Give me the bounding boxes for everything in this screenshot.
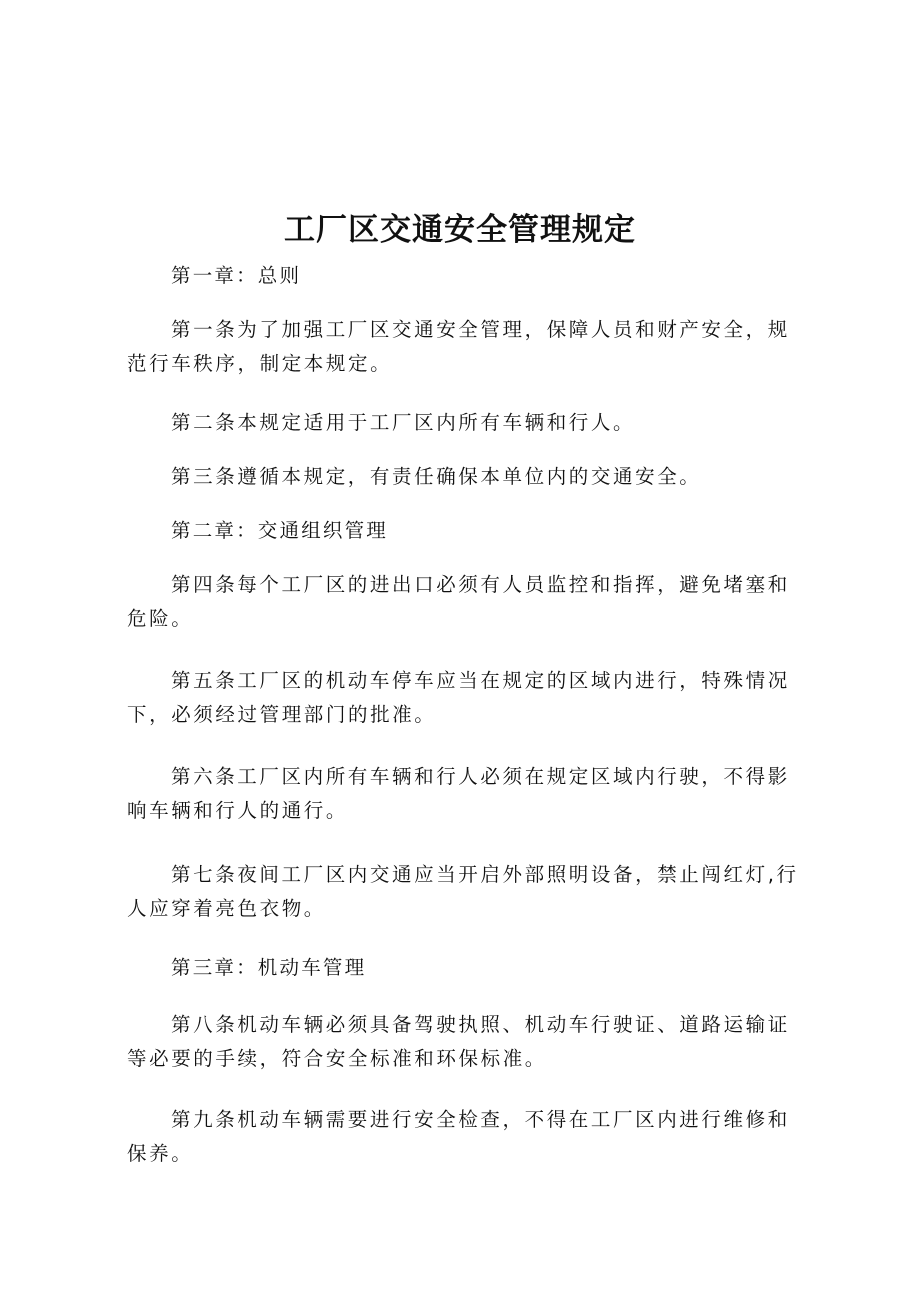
article-paragraph: 第二条本规定适用于工厂区内所有车辆和行人。 — [171, 411, 636, 434]
chapter-heading: 第三章：机动车管理 — [171, 956, 367, 979]
article-paragraph: 第五条工厂区的机动车停车应当在规定的区域内进行，特殊情况下，必须经过管理部门的批准。 — [127, 669, 790, 726]
article-paragraph: 第九条机动车辆需要进行安全检查，不得在工厂区内进行维修和保养。 — [127, 1108, 790, 1165]
chapter-heading: 第一章：总则 — [171, 264, 302, 287]
article-paragraph: 第八条机动车辆必须具备驾驶执照、机动车行驶证、道路运输证等必要的手续，符合安全标准和环保标准。 — [127, 1013, 790, 1070]
chapter-heading: 第二章：交通组织管理 — [171, 519, 389, 542]
article-paragraph: 第一条为了加强工厂区交通安全管理，保障人员和财产安全，规范行车秩序，制定本规定。 — [127, 318, 790, 375]
article-paragraph: 第三条遵循本规定，有责任确保本单位内的交通安全。 — [171, 465, 702, 488]
document-title: 工厂区交通安全管理规定 — [284, 212, 636, 248]
article-paragraph: 第四条每个工厂区的进出口必须有人员监控和指挥，避免堵塞和危险。 — [127, 573, 790, 630]
article-paragraph: 第六条工厂区内所有车辆和行人必须在规定区域内行驶，不得影响车辆和行人的通行。 — [127, 765, 790, 822]
article-paragraph: 第七条夜间工厂区内交通应当开启外部照明设备，禁止闯红灯,行人应穿着亮色衣物。 — [127, 863, 799, 920]
